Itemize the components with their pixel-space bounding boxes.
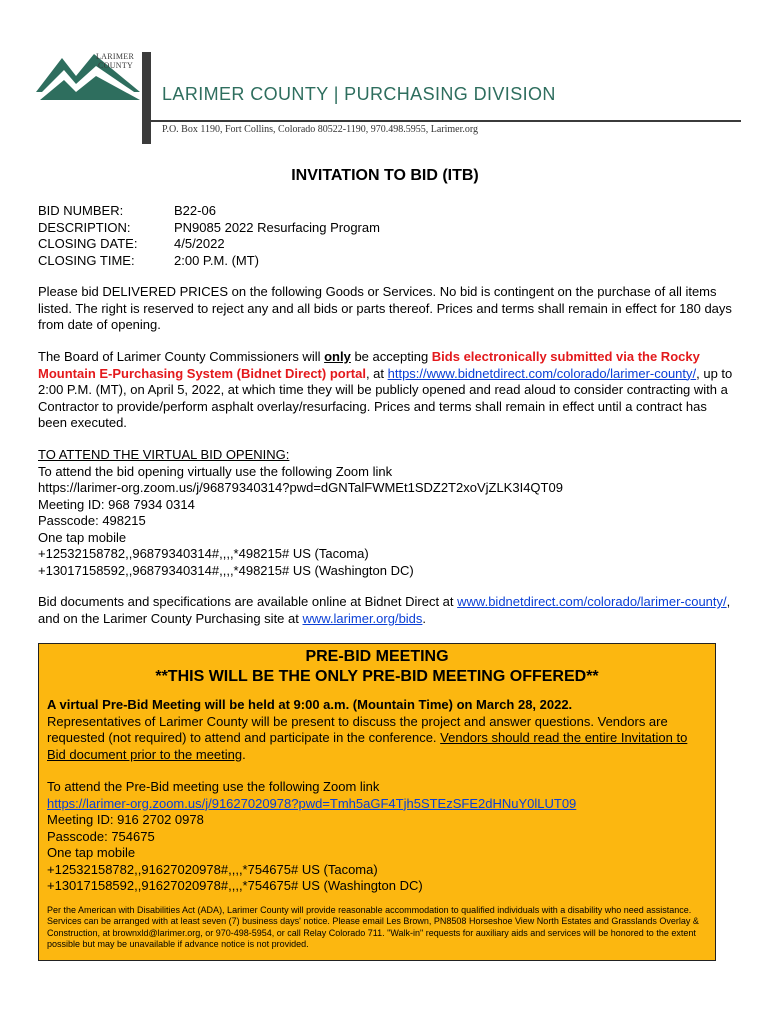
ada-notice: Per the American with Disabilities Act (ADA), Larimer County will provide reasonable accommodation to qualified individuals with a disability who need assistance. Services can be arranged with at least seven (7) business days' notice. Please email Les Brown, PN8508 Horseshoe View North Estates and Grasslands Overlay & Construction, at brownxld@larimer.org, or 970-498-5954, or call Relay Colorado 711. "Walk-in" requests for auxiliary aids and services will be honored to the extent possible but may be unavailable if advance notice is not provided.: [47, 904, 699, 949]
virtual-line: +12532158782,,96879340314#,,,,*498215# US (Tacoma): [38, 546, 369, 561]
bid-info-row: [38, 220, 380, 237]
prebid-line: +12532158782,,91627020978#,,,,*754675# US (Tacoma): [47, 861, 378, 877]
virtual-line: To attend the bid opening virtually use the following Zoom link: [38, 463, 393, 479]
prebid-line: +13017158592,,91627020978#,,,,*754675# US (Washington DC): [47, 878, 423, 893]
bid-info-value: PN9085 2022 Resurfacing Program: [174, 219, 380, 235]
bid-info-value: 4/5/2022: [174, 236, 225, 251]
prebid-zoom-link[interactable]: https://larimer-org.zoom.us/j/91627020978?pwd=Tmh5aGF4Tjh5STEzSFE2dHNuY0lLUT09: [47, 795, 577, 811]
bid-info-row: [38, 236, 380, 253]
organization-name: LARIMER COUNTY | PURCHASING DIVISION: [162, 84, 556, 104]
virtual-zoom-link[interactable]: https://larimer-org.zoom.us/j/96879340314?pwd=dGNTalFWMEt1SDZ2T2xoVjZLK3I4QT09: [38, 480, 563, 495]
bid-info-label: CLOSING TIME:: [38, 252, 135, 268]
bid-info-label: BID NUMBER:: [38, 203, 124, 218]
bid-info-value: B22-06: [174, 203, 216, 218]
prebid-line: One tap mobile: [47, 845, 136, 860]
organization-address: P.O. Box 1190, Fort Collins, Colorado 80522-1190, 970.498.5955, Larimer.org: [162, 124, 479, 135]
logo-wordmark: LARIMER COUNTY: [96, 52, 135, 70]
prebid-title: PRE-BID MEETING: [305, 648, 449, 665]
virtual-bid-opening: [38, 447, 733, 579]
bid-info: [38, 203, 380, 269]
virtual-line: One tap mobile: [38, 529, 127, 545]
bid-info-label: CLOSING DATE:: [38, 236, 138, 251]
virtual-line: Meeting ID: 968 7934 0314: [38, 496, 195, 512]
bidnet-larimer-link[interactable]: https://www.bidnetdirect.com/colorado/larimer-county/: [387, 365, 697, 381]
virtual-line: +13017158592,,96879340314#,,,,*498215# US (Washington DC): [38, 562, 414, 578]
prebid-line: Meeting ID: 916 2702 0978: [47, 812, 204, 827]
header-divider: [151, 120, 741, 122]
bidnet-docs-link[interactable]: www.bidnetdirect.com/colorado/larimer-county/: [457, 594, 727, 609]
bid-info-value: 2:00 P.M. (MT): [174, 252, 260, 268]
electronic-submission-notice: Bids electronically submitted via the Rocky Mountain E-Purchasing System (Bidnet Direct) portal: [38, 349, 700, 381]
intro-paragraph: Please bid DELIVERED PRICES on the following Goods or Services. No bid is contingent on the purchase of all items listed. The right is reserved to reject any and all bids or parts thereof. Prices and terms shall remain in effect for 180 days from date of opening.: [38, 284, 732, 332]
prebid-read-notice: Vendors should read the entire Invitation to Bid document prior to the meeting: [47, 730, 688, 762]
header-vertical-bar: [142, 52, 151, 144]
document-title: INVITATION TO BID (ITB): [291, 167, 479, 184]
prebid-description: Representatives of Larimer County will be present to discuss the project and answer questions. Vendors are requested (not required) to attend and participate in the conference. Vendors should read the entire Invitation to Bid document prior to the meeting.: [47, 713, 688, 762]
prebid-line: Passcode: 754675: [47, 828, 155, 844]
bid-info-row: [38, 253, 380, 270]
board-paragraph: The Board of Larimer County Commissioners will only be accepting Bids electronically submitted via the Rocky Mountain E-Purchasing System (Bidnet Direct) portal, at https://www.bidnetdirect.com/colorado/larimer-county/, up to 2:00 P.M. (MT), on April 5, 2022, at which time they will be publicly opened and read aloud to consider contracting with a Contractor to provide/perform asphalt overlay/resurfacing. Prices and terms shall remain in effect until a contract has been executed.: [38, 349, 733, 430]
prebid-schedule: A virtual Pre-Bid Meeting will be held at 9:00 a.m. (Mountain Time) on March 28, 2022.: [47, 697, 573, 712]
prebid-zoom-intro: To attend the Pre-Bid meeting use the following Zoom link: [47, 779, 380, 794]
virtual-line: Passcode: 498215: [38, 513, 146, 528]
prebid-meeting-box: [38, 643, 716, 961]
bid-info-row: [38, 203, 380, 220]
virtual-heading: TO ATTEND THE VIRTUAL BID OPENING:: [38, 447, 290, 462]
bid-documents-paragraph: Bid documents and specifications are available online at Bidnet Direct at www.bidnetdirect.com/colorado/larimer-county/, and on the Larimer County Purchasing site at www.larimer.org/bids.: [38, 594, 731, 626]
bid-info-label: DESCRIPTION:: [38, 219, 131, 235]
prebid-subtitle: **THIS WILL BE THE ONLY PRE-BID MEETING OFFERED**: [155, 668, 599, 685]
larimer-bids-link[interactable]: www.larimer.org/bids: [302, 610, 423, 626]
only-emphasis: only: [324, 349, 351, 364]
